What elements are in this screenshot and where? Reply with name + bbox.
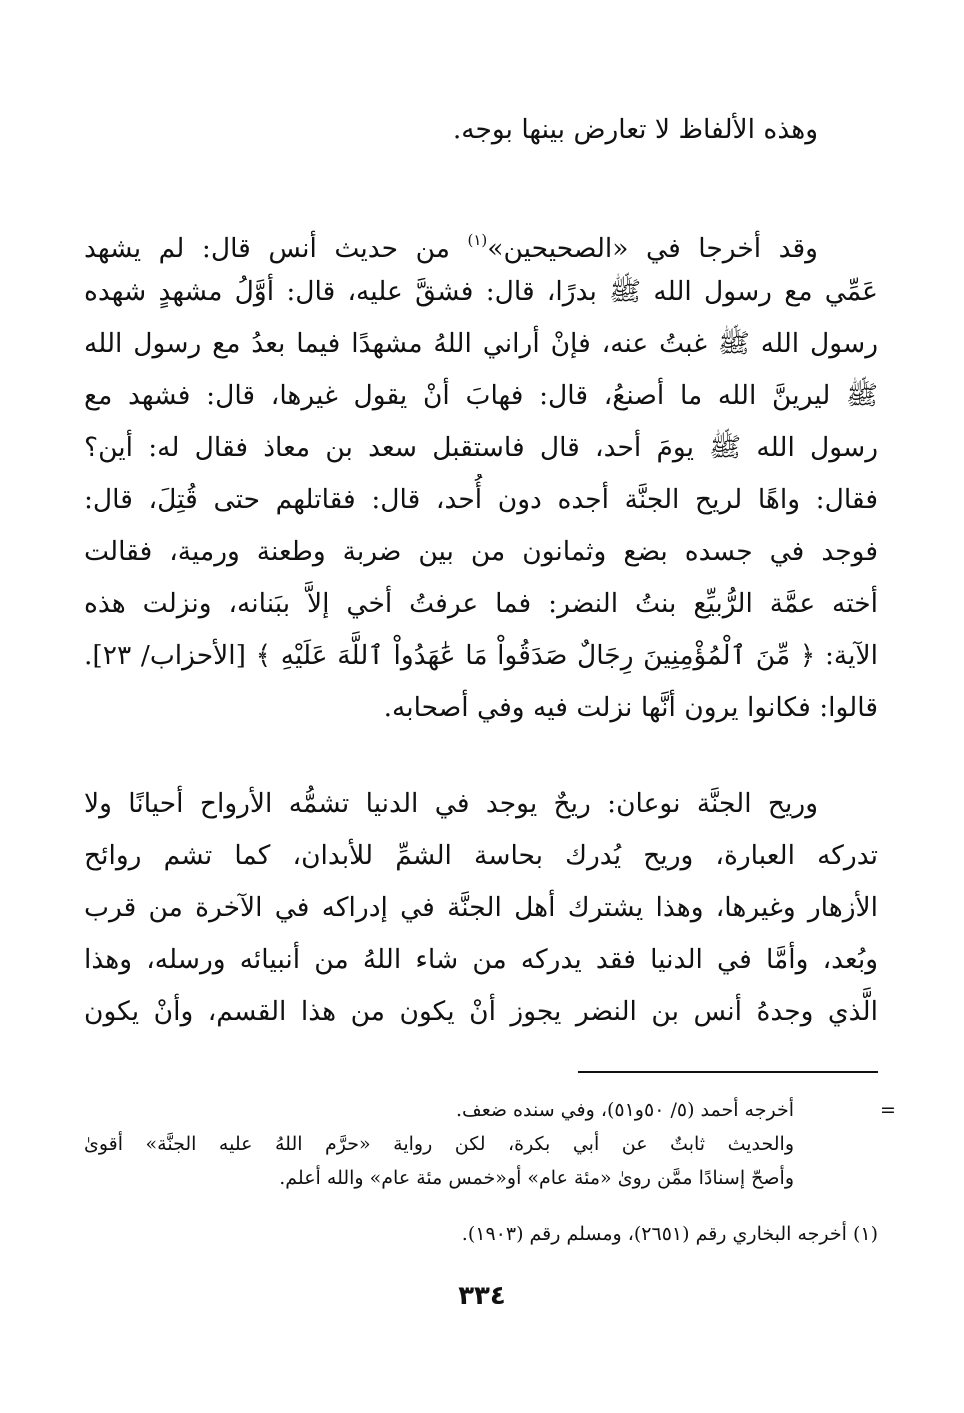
body-line: رسول الله ﷺ غبتُ عنه، فإنْ أراني اللهُ مشهدًا فيما بعدُ مع رسول الله <box>84 328 878 359</box>
body-line: عَمِّي مع رسول الله ﷺ بدرًا، قال: فشقَّ عليه، قال: أوَّلُ مشهدٍ شهده <box>84 276 878 307</box>
body-line-opening: وهذه الألفاظ لا تعارض بينها بوجه. <box>452 114 818 145</box>
footnote-continuation-marker: = <box>880 1099 896 1121</box>
body-line: وريح الجنَّة نوعان: ريحٌ يوجد في الدنيا تشمُّه الأرواح أحيانًا ولا <box>84 788 818 819</box>
body-text: من حديث أنس قال: لم يشهد <box>84 233 468 264</box>
body-line: الَّذي وجدهُ أنس بن النضر يجوز أنْ يكون من هذا القسم، وأنْ يكون <box>84 996 878 1027</box>
body-line <box>84 214 878 266</box>
body-line: رسول الله ﷺ يومَ أحد، قال فاستقبل سعد بن معاذ فقال له: أين؟ <box>84 432 878 463</box>
body-line: فقال: واهًا لريح الجنَّة أجده دون أُحد، قال: فقاتلهم حتى قُتِلَ، قال: <box>84 484 878 515</box>
body-line: الأزهار وغيرها، وهذا يشترك أهل الجنَّة في إدراكه في الآخرة من قرب <box>84 892 878 923</box>
body-line: وبُعد، وأمَّا في الدنيا فقد يدركه من شاء اللهُ من أنبيائه ورسله، وهذا <box>84 944 878 975</box>
body-line: فوجد في جسده بضع وثمانون من بين ضربة وطعنة ورمية، فقالت <box>84 536 878 567</box>
book-page <box>84 0 896 1413</box>
body-line: تدركه العبارة، وريح يُدرك بحاسة الشمِّ للأبدان، كما تشم روائح <box>84 840 878 871</box>
body-line: قالوا: فكانوا يرون أنَّها نزلت فيه وفي أصحابه. <box>383 692 878 723</box>
footnote-separator <box>578 1071 878 1073</box>
body-line: أخته عمَّة الرُّبيِّع بنتُ النضر: فما عرفتُ أخي إلاَّ ببَنانه، ونزلت هذه <box>84 588 878 619</box>
footnote-1: (١) أخرجه البخاري رقم (٢٦٥١)، ومسلم رقم (١٩٠٣). <box>461 1223 878 1245</box>
body-line: ﷺ ليرينَّ الله ما أصنعُ، قال: فهابَ أنْ يقول غيرها، قال: فشهد مع <box>84 380 878 411</box>
quran-verse-line: الآية: ﴿ مِّنَ ٱلْمُؤْمِنِينَ رِجَالٌ صَدَقُواْ مَا عَٰهَدُواْ ٱللَّهَ عَلَيْهِ ﴾ [الأحزاب/ ٢٣]. <box>84 640 878 671</box>
footnote-reference: (١) <box>467 231 488 249</box>
footnote-line: والحديث ثابتٌ عن أبي بكرة، لكن رواية «حرَّم اللهُ عليه الجنَّة» أقوىٰ <box>84 1133 794 1155</box>
footnote-line: أخرجه أحمد (٥/ ٥٠و٥١)، وفي سنده ضعف. <box>456 1099 794 1121</box>
footnote-line: وأصحّ إسنادًا ممَّن روىٰ «مئة عام» أو«خمس مئة عام» والله أعلم. <box>279 1167 794 1189</box>
page-number: ٣٣٤ <box>458 1281 506 1311</box>
body-text: وقد أخرجا في «الصحيحين» <box>487 233 818 264</box>
